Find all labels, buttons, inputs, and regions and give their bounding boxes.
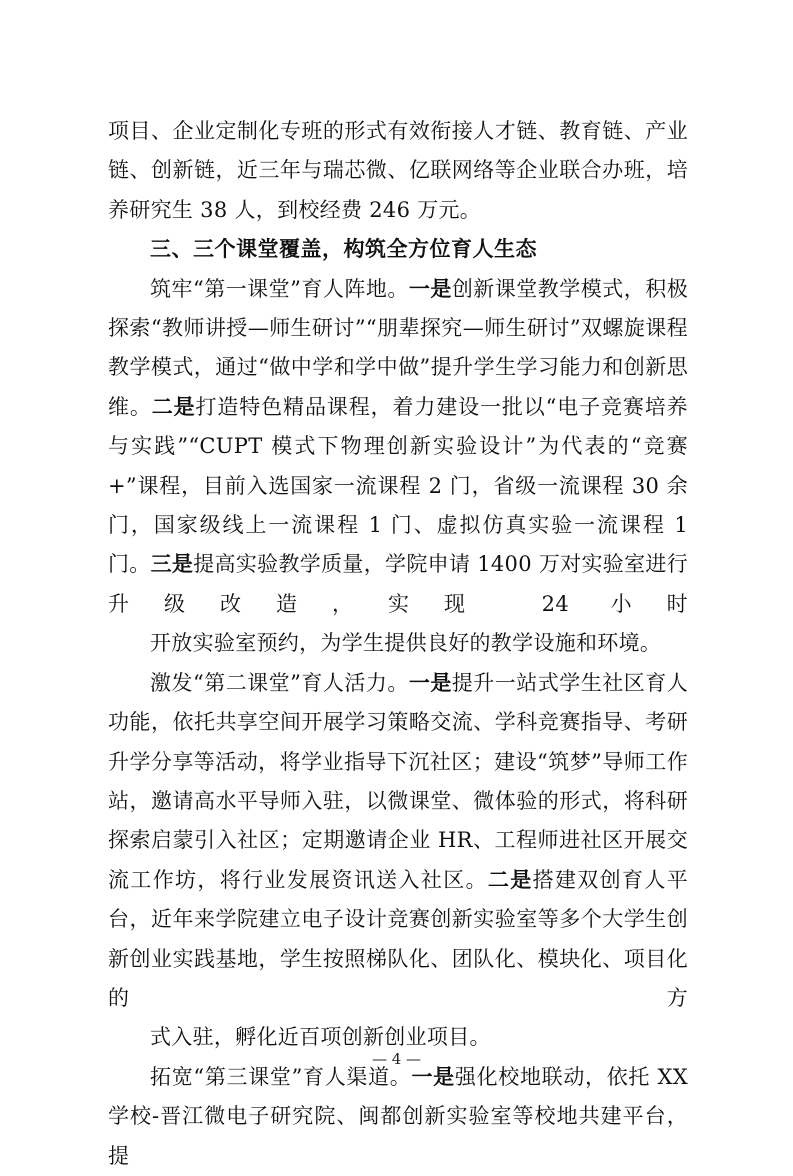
paragraph-4-text-1: 拓宽“第三课堂”育人渠道。 xyxy=(150,1064,412,1089)
paragraph-4 xyxy=(108,1058,688,1176)
paragraph-2-text-4: 提高实验教学质量，学院申请 1400 万对实验室进行升级改造，实现 24 小时 xyxy=(108,552,688,616)
paragraph-2 xyxy=(108,270,688,664)
paragraph-1-line-1: 项目、企业定制化专班的形式有效衔接人才链、教育链、产业 xyxy=(108,119,688,143)
paragraph-2-text-2: 创新课堂教学模式，积极探索“教师讲授—师生研讨”“朋辈探究—师生研讨”双螺旋课程教学模式，通过“做中学和学中做”提升学生学习能力和创新思维。 xyxy=(108,276,688,419)
paragraph-2-bold-3: 三是 xyxy=(150,552,194,577)
paragraph-2-text-3: 打造特色精品课程，着力建设一批以“电子竞赛培养与实践”“CUPT 模式下物理创新实验设计”为代表的“竞赛+”课程，目前入选国家一流课程 2 门，省级一流课程 30 余门，国家级线上一流课程 1 门、虚拟仿真实验一流课程 1 门。 xyxy=(108,394,688,577)
section-heading: 三、三个课堂覆盖，构筑全方位育人生态 xyxy=(150,237,537,262)
page-number: — 4 — xyxy=(371,1050,422,1068)
paragraph-3-bold-1: 一是 xyxy=(408,670,452,695)
paragraph-4-bold-1: 一是 xyxy=(411,1064,455,1089)
paragraph-3-text-1: 激发“第二课堂”育人活力。 xyxy=(150,670,409,695)
paragraph-4-text-2: 强化校地联动，依托 XX 学校-晋江微电子研究院、闽都创新实验室等校地共建平台，提 xyxy=(108,1064,688,1168)
paragraph-3-text-2: 提升一站式学生社区育人功能，依托共享空间开展学习策略交流、学科竞赛指导、考研升学分享等活动，将学业指导下沉社区；建设“筑梦”导师工作站，邀请高水平导师入驻，以微课堂、微体验的形式，将科研探索启蒙引入社区；定期邀请企业 HR、工程师进社区开展交流工作坊，将行业发展资讯送入社区。 xyxy=(108,670,688,892)
paragraph-3-text-3: 搭建双创育人平台，近年来学院建立电子设计竞赛创新实验室等多个大学生创新创业实践基地，学生按照梯队化、团队化、模块化、项目化的方 xyxy=(108,867,688,1010)
paragraph-1-line-2: 链、创新链，近三年与瑞芯微、亿联网络等企业联合办班，培 xyxy=(108,158,688,183)
document-page xyxy=(108,112,688,1176)
paragraph-2-bold-2: 二是 xyxy=(151,394,196,419)
paragraph-2-last-line: 开放实验室预约，为学生提供良好的教学设施和环境。 xyxy=(150,631,662,656)
paragraph-3-bold-2: 二是 xyxy=(487,867,533,892)
paragraph-2-bold-1: 一是 xyxy=(408,276,452,301)
paragraph-3 xyxy=(108,664,688,1058)
paragraph-1 xyxy=(108,112,688,230)
paragraph-1-last-line: 养研究生 38 人，到校经费 246 万元。 xyxy=(108,197,482,222)
paragraph-2-text-1: 筑牢“第一课堂”育人阵地。 xyxy=(150,276,409,301)
paragraph-3-last-line: 式入驻，孵化近百项创新创业项目。 xyxy=(150,1025,491,1050)
